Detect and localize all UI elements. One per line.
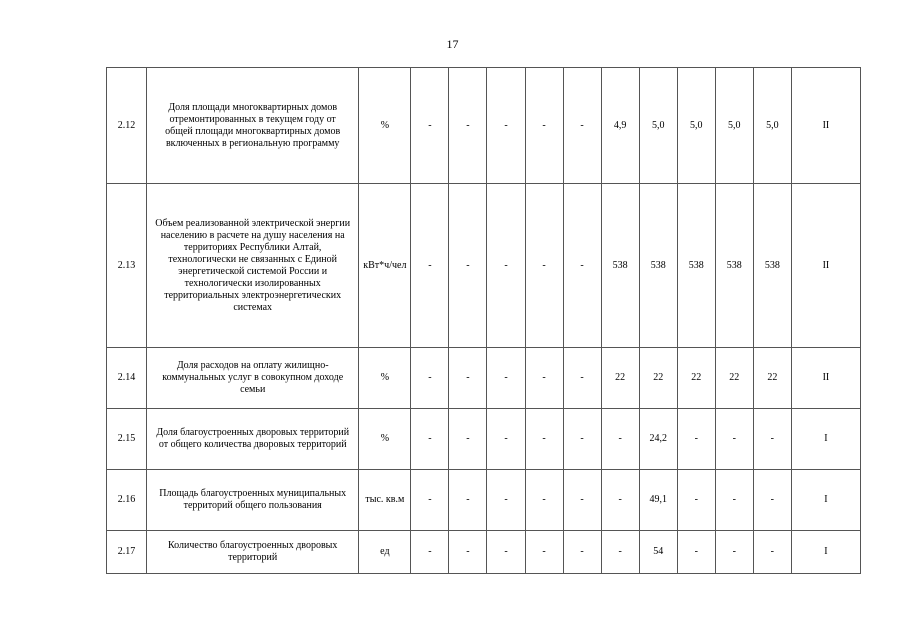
value-cell: 538	[677, 184, 715, 348]
value-cell: -	[677, 409, 715, 470]
value-cell: -	[525, 184, 563, 348]
value-cell: -	[411, 184, 449, 348]
category-cell: II	[791, 68, 860, 184]
value-cell: -	[753, 531, 791, 574]
value-cell: 49,1	[639, 470, 677, 531]
unit-cell: тыс. кв.м	[359, 470, 411, 531]
value-cell: -	[411, 531, 449, 574]
unit-cell: кВт*ч/чел	[359, 184, 411, 348]
value-cell: 538	[753, 184, 791, 348]
value-cell: -	[449, 470, 487, 531]
row-number: 2.14	[107, 348, 147, 409]
value-cell: -	[525, 409, 563, 470]
value-cell: 24,2	[639, 409, 677, 470]
value-cell: -	[411, 470, 449, 531]
table-row	[107, 409, 861, 470]
table-row	[107, 68, 861, 184]
indicator-name: Объем реализованной электрической энергии населению в расчете на душу населения на территориях Республики Алтай, технологически не связанных с Единой энергетической системой России и технологически изолированных территориальных электроэнергетических системах	[147, 184, 359, 348]
value-cell: -	[563, 409, 601, 470]
value-cell: -	[449, 531, 487, 574]
value-cell: -	[753, 470, 791, 531]
value-cell: -	[487, 470, 525, 531]
value-cell: 22	[677, 348, 715, 409]
category-cell: II	[791, 348, 860, 409]
value-cell: -	[563, 531, 601, 574]
table-row	[107, 348, 861, 409]
value-cell: 538	[601, 184, 639, 348]
indicators-table	[106, 67, 861, 574]
value-cell: -	[525, 68, 563, 184]
value-cell: 4,9	[601, 68, 639, 184]
value-cell: -	[715, 531, 753, 574]
value-cell: -	[601, 409, 639, 470]
value-cell: -	[411, 68, 449, 184]
unit-cell: ед	[359, 531, 411, 574]
value-cell: 22	[715, 348, 753, 409]
value-cell: -	[411, 409, 449, 470]
value-cell: -	[563, 68, 601, 184]
value-cell: -	[449, 68, 487, 184]
category-cell: I	[791, 470, 860, 531]
value-cell: -	[753, 409, 791, 470]
value-cell: -	[525, 531, 563, 574]
value-cell: -	[525, 348, 563, 409]
unit-cell: %	[359, 68, 411, 184]
value-cell: -	[487, 184, 525, 348]
value-cell: 538	[639, 184, 677, 348]
table-row	[107, 470, 861, 531]
row-number: 2.15	[107, 409, 147, 470]
value-cell: 22	[601, 348, 639, 409]
category-cell: I	[791, 409, 860, 470]
value-cell: -	[601, 470, 639, 531]
indicator-name: Доля благоустроенных дворовых территорий от общего количества дворовых территорий	[147, 409, 359, 470]
value-cell: -	[449, 348, 487, 409]
indicator-name: Доля расходов на оплату жилищно-коммунальных услуг в совокупном доходе семьи	[147, 348, 359, 409]
unit-cell: %	[359, 348, 411, 409]
value-cell: -	[715, 470, 753, 531]
value-cell: -	[487, 68, 525, 184]
value-cell: 54	[639, 531, 677, 574]
table-row	[107, 184, 861, 348]
value-cell: 538	[715, 184, 753, 348]
value-cell: -	[677, 470, 715, 531]
table-body	[107, 68, 861, 574]
value-cell: -	[525, 470, 563, 531]
value-cell: 5,0	[715, 68, 753, 184]
value-cell: -	[487, 531, 525, 574]
value-cell: -	[449, 184, 487, 348]
value-cell: 22	[753, 348, 791, 409]
row-number: 2.17	[107, 531, 147, 574]
page-number: 17	[446, 37, 459, 51]
value-cell: -	[563, 348, 601, 409]
category-cell: I	[791, 531, 860, 574]
category-cell: II	[791, 184, 860, 348]
row-number: 2.16	[107, 470, 147, 531]
value-cell: -	[487, 348, 525, 409]
value-cell: -	[487, 409, 525, 470]
value-cell: -	[601, 531, 639, 574]
row-number: 2.12	[107, 68, 147, 184]
unit-cell: %	[359, 409, 411, 470]
value-cell: -	[449, 409, 487, 470]
value-cell: -	[563, 470, 601, 531]
table-row	[107, 531, 861, 574]
value-cell: 22	[639, 348, 677, 409]
value-cell: 5,0	[639, 68, 677, 184]
value-cell: -	[715, 409, 753, 470]
indicator-name: Количество благоустроенных дворовых территорий	[147, 531, 359, 574]
value-cell: -	[563, 184, 601, 348]
row-number: 2.13	[107, 184, 147, 348]
value-cell: 5,0	[753, 68, 791, 184]
indicator-name: Площадь благоустроенных муниципальных территорий общего пользования	[147, 470, 359, 531]
value-cell: 5,0	[677, 68, 715, 184]
value-cell: -	[677, 531, 715, 574]
value-cell: -	[411, 348, 449, 409]
indicator-name: Доля площади многоквартирных домов отремонтированных в текущем году от общей площади многоквартирных домов включенных в региональную программу	[147, 68, 359, 184]
